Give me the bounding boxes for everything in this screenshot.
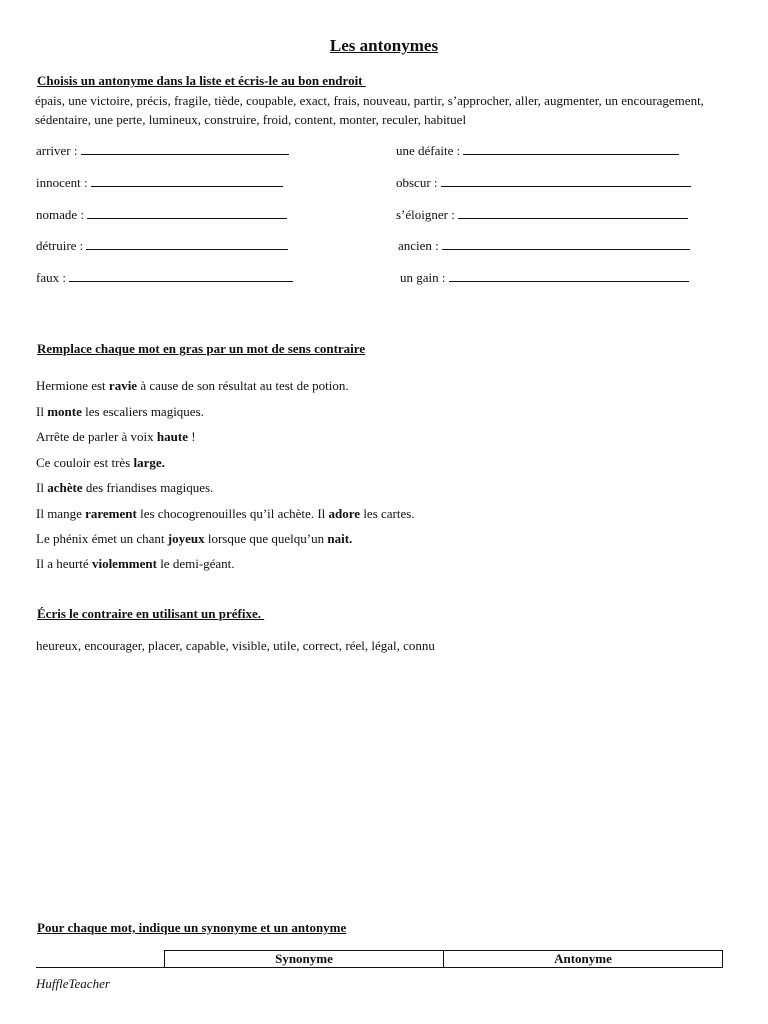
exercise-label: nomade :: [36, 207, 85, 222]
bold-word: haute: [156, 429, 188, 444]
exercise-label: détruire :: [36, 238, 84, 253]
exercise-label: arriver :: [36, 143, 78, 158]
answer-line: [441, 175, 691, 187]
exercise-label: ancien :: [398, 238, 439, 253]
exercise-right-5: [400, 270, 689, 286]
exercise-label: une défaite :: [396, 143, 461, 158]
sentence: Arrête de parler à voix haute !: [36, 429, 196, 444]
answer-line: [442, 238, 690, 250]
footer-credit: HuffleTeacher: [36, 976, 110, 991]
exercise-right-2: [396, 175, 691, 191]
answer-line: [87, 207, 287, 219]
exercise-left-5: [36, 270, 293, 286]
sentence: Il mange rarement les chocogrenouilles qu’il achète. Il adore les cartes.: [36, 506, 415, 521]
answer-line: [81, 143, 289, 155]
exercise-label: innocent :: [36, 175, 88, 190]
column-header-antonyme: Antonyme: [444, 951, 723, 968]
table-corner-cell: [36, 951, 165, 968]
bold-word: joyeux: [167, 531, 205, 546]
sentence: Il achète des friandises magiques.: [36, 480, 214, 495]
answer-line: [69, 270, 293, 282]
answer-line: [91, 175, 283, 187]
word-list: épais, une victoire, précis, fragile, tiède, coupable, exact, frais, nouveau, partir, s’approcher, aller, augmenter, un encouragement, sédentaire, une perte, lumineux, construire, froid, content, monter, reculer, habituel: [35, 93, 704, 127]
sentence: Hermione est ravie à cause de son résultat au test de potion.: [36, 378, 349, 393]
exercise-left-2: [36, 175, 283, 191]
answer-line: [86, 238, 288, 250]
section2-heading: Remplace chaque mot en gras par un mot de sens contraire: [37, 341, 366, 356]
bold-word: large.: [133, 455, 165, 470]
exercise-label: faux :: [36, 270, 66, 285]
bold-word: monte: [47, 404, 82, 419]
sentence: Le phénix émet un chant joyeux lorsque que quelqu’un nait.: [36, 531, 353, 546]
sentence: Ce couloir est très large.: [36, 455, 165, 470]
column-header-synonyme: Synonyme: [165, 951, 444, 968]
section3-heading: Écris le contraire en utilisant un préfixe.: [37, 606, 265, 621]
prefix-word-list: heureux, encourager, placer, capable, visible, utile, correct, réel, légal, connu: [36, 638, 435, 653]
exercise-left-4: [36, 238, 288, 254]
exercise-label: un gain :: [400, 270, 446, 285]
bold-word: ravie: [108, 378, 138, 393]
sentence: Il monte les escaliers magiques.: [36, 404, 204, 419]
bold-word: violemment: [91, 556, 157, 571]
section4-heading: Pour chaque mot, indique un synonyme et un antonyme: [37, 920, 347, 935]
exercise-label: obscur :: [396, 175, 438, 190]
exercise-right-1: [396, 143, 679, 159]
exercise-right-4: [398, 238, 690, 254]
answer-line: [449, 270, 689, 282]
answer-line: [463, 143, 679, 155]
sentence: Il a heurté violemment le demi-géant.: [36, 556, 235, 571]
bold-word: adore: [328, 506, 361, 521]
exercise-left-3: [36, 207, 287, 223]
exercise-right-3: [396, 207, 688, 223]
exercise-label: s’éloigner :: [396, 207, 455, 222]
synonym-antonym-table: [36, 950, 723, 968]
bold-word: achète: [47, 480, 83, 495]
exercise-left-1: [36, 143, 289, 159]
section1-heading: Choisis un antonyme dans la liste et écris-le au bon endroit: [37, 73, 366, 88]
bold-word: rarement: [85, 506, 137, 521]
answer-line: [458, 207, 688, 219]
page-title: Les antonymes: [329, 36, 439, 55]
bold-word: nait.: [327, 531, 353, 546]
